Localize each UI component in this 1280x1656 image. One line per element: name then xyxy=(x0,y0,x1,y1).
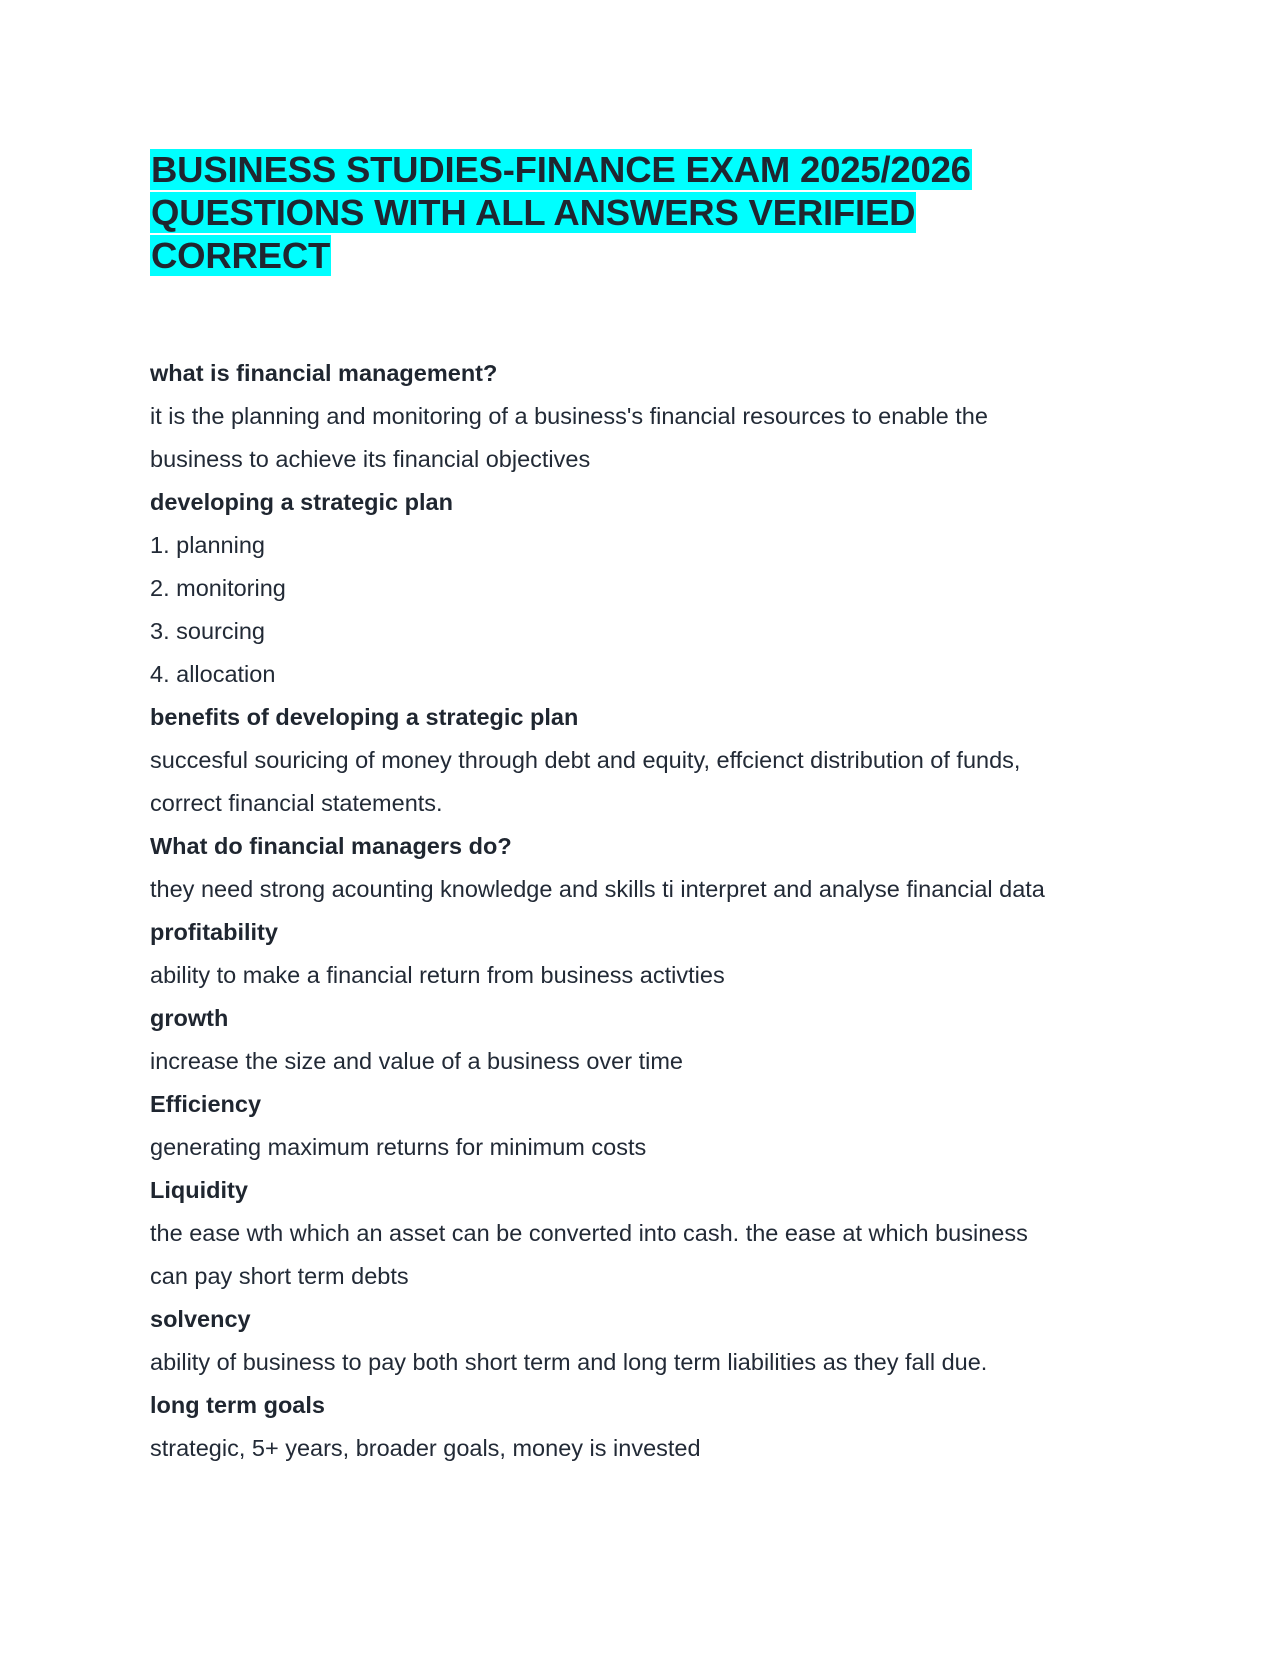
answer-line: can pay short term debts xyxy=(150,1263,409,1289)
answer-line: strategic, 5+ years, broader goals, money is invested xyxy=(150,1435,701,1461)
question-term: Efficiency xyxy=(150,1091,262,1117)
answer-line: business to achieve its financial objectives xyxy=(150,446,591,472)
answer-line: the ease wth which an asset can be converted into cash. the ease at which business xyxy=(150,1220,1028,1246)
title-line-3: CORRECT xyxy=(151,235,331,276)
answer-line: 4. allocation xyxy=(150,661,276,687)
question-term: long term goals xyxy=(150,1392,325,1418)
qa-item xyxy=(150,481,1130,696)
question-term: What do financial managers do? xyxy=(150,833,512,859)
qa-list xyxy=(150,352,1130,1470)
answer-line: increase the size and value of a business over time xyxy=(150,1048,683,1074)
question-term: developing a strategic plan xyxy=(150,489,453,515)
answer-line: 1. planning xyxy=(150,532,265,558)
answer-line: succesful souricing of money through debt and equity, effcienct distribution of funds, xyxy=(150,747,1021,773)
title-line-2: QUESTIONS WITH ALL ANSWERS VERIFIED xyxy=(151,192,916,233)
question-term: growth xyxy=(150,1005,229,1031)
qa-item xyxy=(150,352,1130,481)
answer-line: ability of business to pay both short term and long term liabilities as they fall due. xyxy=(150,1349,988,1375)
qa-item xyxy=(150,997,1130,1083)
qa-item xyxy=(150,1298,1130,1384)
qa-item xyxy=(150,1083,1130,1169)
question-term: benefits of developing a strategic plan xyxy=(150,704,579,730)
answer-line: correct financial statements. xyxy=(150,790,443,816)
answer-line: 2. monitoring xyxy=(150,575,286,601)
answer-line: 3. sourcing xyxy=(150,618,265,644)
question-term: solvency xyxy=(150,1306,251,1332)
qa-item xyxy=(150,825,1130,911)
answer-line: generating maximum returns for minimum costs xyxy=(150,1134,647,1160)
title-line-1: BUSINESS STUDIES-FINANCE EXAM 2025/2026 xyxy=(151,149,971,190)
qa-item xyxy=(150,1169,1130,1298)
answer-line: it is the planning and monitoring of a business's financial resources to enable the xyxy=(150,403,988,429)
document-page xyxy=(150,148,1130,1470)
qa-item xyxy=(150,911,1130,997)
qa-item xyxy=(150,1384,1130,1470)
answer-line: they need strong acounting knowledge and skills ti interpret and analyse financial data xyxy=(150,876,1045,902)
question-term: Liquidity xyxy=(150,1177,248,1203)
document-title xyxy=(150,148,1130,277)
question-term: what is financial management? xyxy=(150,360,498,386)
answer-line: ability to make a financial return from business activties xyxy=(150,962,725,988)
qa-item xyxy=(150,696,1130,825)
question-term: profitability xyxy=(150,919,278,945)
